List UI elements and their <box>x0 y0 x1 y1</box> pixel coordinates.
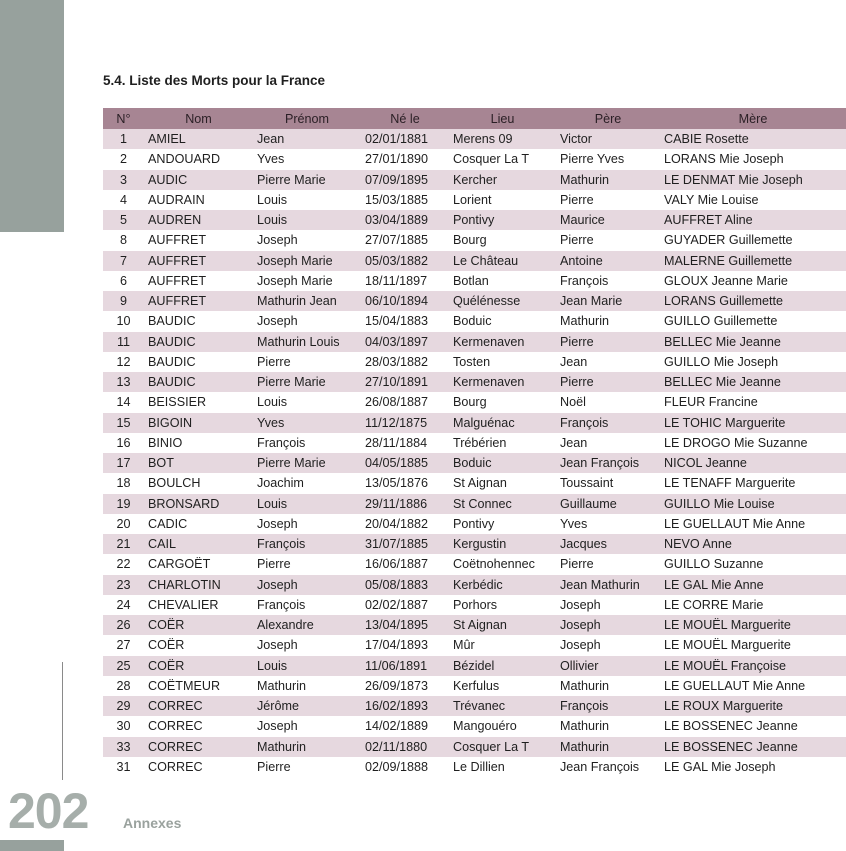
table-cell: 14/02/1889 <box>361 716 449 736</box>
table-cell: CORREC <box>144 696 253 716</box>
table-cell: St Aignan <box>449 615 556 635</box>
table-cell: AUDIC <box>144 170 253 190</box>
table-cell: Ollivier <box>556 656 660 676</box>
table-cell: CHARLOTIN <box>144 575 253 595</box>
table-row <box>103 413 846 433</box>
table-cell: François <box>253 534 361 554</box>
table-cell: 31 <box>103 757 144 777</box>
table-cell: CARGOËT <box>144 554 253 574</box>
table-cell: Yves <box>253 149 361 169</box>
table-cell: BELLEC Mie Jeanne <box>660 332 846 352</box>
page-number: 202 <box>8 783 89 839</box>
table-cell: 17 <box>103 453 144 473</box>
table-cell: Pierre <box>556 372 660 392</box>
table-cell: GUILLO Guillemette <box>660 311 846 331</box>
table-cell: Pierre Yves <box>556 149 660 169</box>
table-cell: Jean Marie <box>556 291 660 311</box>
table-cell: CORREC <box>144 737 253 757</box>
table-cell: BAUDIC <box>144 352 253 372</box>
table-cell: François <box>556 696 660 716</box>
table-cell: Kermenaven <box>449 332 556 352</box>
table-cell: AUDREN <box>144 210 253 230</box>
table-cell: Kermenaven <box>449 372 556 392</box>
table-cell: 27/10/1891 <box>361 372 449 392</box>
table-cell: 15/04/1883 <box>361 311 449 331</box>
table-cell: AUFFRET Aline <box>660 210 846 230</box>
table-cell: 8 <box>103 230 144 250</box>
table-cell: Joseph <box>556 615 660 635</box>
table-cell: 26 <box>103 615 144 635</box>
table-cell: St Aignan <box>449 473 556 493</box>
column-header: N° <box>103 108 144 129</box>
table-cell: 04/03/1897 <box>361 332 449 352</box>
table-cell: Louis <box>253 392 361 412</box>
table-cell: LE TENAFF Marguerite <box>660 473 846 493</box>
table-row <box>103 433 846 453</box>
table-cell: Jérôme <box>253 696 361 716</box>
table-row <box>103 453 846 473</box>
table-cell: Kerbédic <box>449 575 556 595</box>
table-cell: 5 <box>103 210 144 230</box>
table-cell: 14 <box>103 392 144 412</box>
table-cell: 9 <box>103 291 144 311</box>
table-cell: 27/07/1885 <box>361 230 449 250</box>
table-cell: 02/09/1888 <box>361 757 449 777</box>
table-cell: AUFFRET <box>144 271 253 291</box>
table-cell: Joseph <box>556 595 660 615</box>
table-cell: 04/05/1885 <box>361 453 449 473</box>
table-cell: BRONSARD <box>144 494 253 514</box>
column-header: Père <box>556 108 660 129</box>
table-cell: 03/04/1889 <box>361 210 449 230</box>
table-cell: LE GUELLAUT Mie Anne <box>660 676 846 696</box>
table-cell: Cosquer La T <box>449 737 556 757</box>
table-cell: Le Château <box>449 251 556 271</box>
table-cell: Mathurin <box>556 716 660 736</box>
table-cell: Trévanec <box>449 696 556 716</box>
table-cell: BAUDIC <box>144 372 253 392</box>
table-cell: Joseph <box>253 635 361 655</box>
table-cell: Mathurin <box>556 311 660 331</box>
table-cell: Joseph <box>556 635 660 655</box>
table-cell: Cosquer La T <box>449 149 556 169</box>
table-cell: Mathurin Louis <box>253 332 361 352</box>
table-cell: 11/12/1875 <box>361 413 449 433</box>
table-cell: 25 <box>103 656 144 676</box>
table-cell: Mathurin <box>556 737 660 757</box>
table-cell: Tosten <box>449 352 556 372</box>
table-cell: 33 <box>103 737 144 757</box>
table-cell: ANDOUARD <box>144 149 253 169</box>
table-row <box>103 230 846 250</box>
table-cell: LE MOUËL Françoise <box>660 656 846 676</box>
table-cell: LE GAL Mie Anne <box>660 575 846 595</box>
table-cell: COËR <box>144 615 253 635</box>
table-cell: BELLEC Mie Jeanne <box>660 372 846 392</box>
table-cell: Jean François <box>556 757 660 777</box>
table-row <box>103 494 846 514</box>
table-cell: Mathurin <box>556 676 660 696</box>
table-cell: Pierre <box>556 230 660 250</box>
table-cell: 15 <box>103 413 144 433</box>
table-cell: BIGOIN <box>144 413 253 433</box>
bottom-color-stripe <box>0 840 64 851</box>
table-cell: 29/11/1886 <box>361 494 449 514</box>
table-cell: Jean François <box>556 453 660 473</box>
table-cell: 15/03/1885 <box>361 190 449 210</box>
table-cell: VALY Mie Louise <box>660 190 846 210</box>
table-cell: BAUDIC <box>144 311 253 331</box>
table-cell: NICOL Jeanne <box>660 453 846 473</box>
table-cell: CHEVALIER <box>144 595 253 615</box>
table-cell: Boduic <box>449 453 556 473</box>
table-cell: CAIL <box>144 534 253 554</box>
table-cell: AUFFRET <box>144 230 253 250</box>
table-cell: LORANS Mie Joseph <box>660 149 846 169</box>
table-cell: COËR <box>144 656 253 676</box>
table-cell: Joachim <box>253 473 361 493</box>
table-cell: Jean Mathurin <box>556 575 660 595</box>
table-cell: 7 <box>103 251 144 271</box>
table-cell: BAUDIC <box>144 332 253 352</box>
table-cell: 21 <box>103 534 144 554</box>
table-cell: Mathurin Jean <box>253 291 361 311</box>
table-row <box>103 149 846 169</box>
table-cell: Bourg <box>449 230 556 250</box>
table-cell: Bézidel <box>449 656 556 676</box>
table-row <box>103 595 846 615</box>
table-cell: 31/07/1885 <box>361 534 449 554</box>
table-cell: CORREC <box>144 757 253 777</box>
table-cell: Pierre <box>556 190 660 210</box>
table-cell: 10 <box>103 311 144 331</box>
table-cell: Pontivy <box>449 514 556 534</box>
table-cell: Pierre Marie <box>253 372 361 392</box>
table-cell: 27/01/1890 <box>361 149 449 169</box>
table-cell: Joseph Marie <box>253 271 361 291</box>
table-cell: François <box>253 595 361 615</box>
table-cell: NEVO Anne <box>660 534 846 554</box>
table-row <box>103 332 846 352</box>
table-row <box>103 392 846 412</box>
table-cell: 28 <box>103 676 144 696</box>
table-cell: 28/11/1884 <box>361 433 449 453</box>
table-row <box>103 210 846 230</box>
table-cell: Le Dillien <box>449 757 556 777</box>
table-cell: Victor <box>556 129 660 149</box>
table-cell: Jacques <box>556 534 660 554</box>
table-cell: Antoine <box>556 251 660 271</box>
table-row <box>103 656 846 676</box>
table-cell: Kercher <box>449 170 556 190</box>
table-cell: 17/04/1893 <box>361 635 449 655</box>
column-header: Nom <box>144 108 253 129</box>
table-cell: Pierre <box>253 554 361 574</box>
table-cell: 13/04/1895 <box>361 615 449 635</box>
table-cell: 26/09/1873 <box>361 676 449 696</box>
table-cell: Pierre <box>253 757 361 777</box>
table-cell: 23 <box>103 575 144 595</box>
table-cell: 13 <box>103 372 144 392</box>
table-cell: LE DENMAT Mie Joseph <box>660 170 846 190</box>
table-cell: Pontivy <box>449 210 556 230</box>
table-row <box>103 615 846 635</box>
table-row <box>103 372 846 392</box>
table-row <box>103 635 846 655</box>
table-cell: Alexandre <box>253 615 361 635</box>
table-cell: LE GAL Mie Joseph <box>660 757 846 777</box>
table-cell: LE MOUËL Marguerite <box>660 615 846 635</box>
table-cell: 6 <box>103 271 144 291</box>
table-cell: Mangouéro <box>449 716 556 736</box>
table-cell: Mathurin <box>556 170 660 190</box>
table-row <box>103 473 846 493</box>
table-row <box>103 170 846 190</box>
table-cell: 16 <box>103 433 144 453</box>
table-cell: AMIEL <box>144 129 253 149</box>
table-cell: COËTMEUR <box>144 676 253 696</box>
table-cell: Joseph <box>253 514 361 534</box>
table-body <box>103 129 846 777</box>
table-row <box>103 311 846 331</box>
table-cell: 4 <box>103 190 144 210</box>
table-cell: LE MOUËL Marguerite <box>660 635 846 655</box>
table-row <box>103 737 846 757</box>
table-cell: 02/02/1887 <box>361 595 449 615</box>
table-cell: AUFFRET <box>144 291 253 311</box>
table-cell: 26/08/1887 <box>361 392 449 412</box>
table-cell: LE CORRE Marie <box>660 595 846 615</box>
table-cell: GUILLO Suzanne <box>660 554 846 574</box>
table-header-row <box>103 108 846 129</box>
table-row <box>103 676 846 696</box>
table-cell: Joseph Marie <box>253 251 361 271</box>
table-cell: Louis <box>253 656 361 676</box>
table-cell: Toussaint <box>556 473 660 493</box>
table-cell: 28/03/1882 <box>361 352 449 372</box>
table-cell: Pierre <box>556 332 660 352</box>
table-cell: Mathurin <box>253 676 361 696</box>
table-cell: Boduic <box>449 311 556 331</box>
table-cell: 16/06/1887 <box>361 554 449 574</box>
table-cell: François <box>556 413 660 433</box>
table-cell: Joseph <box>253 575 361 595</box>
table-row <box>103 575 846 595</box>
table-row <box>103 716 846 736</box>
table-cell: LORANS Guillemette <box>660 291 846 311</box>
table-cell: AUDRAIN <box>144 190 253 210</box>
table-cell: AUFFRET <box>144 251 253 271</box>
column-header: Prénom <box>253 108 361 129</box>
table-cell: GLOUX Jeanne Marie <box>660 271 846 291</box>
table-row <box>103 352 846 372</box>
table-cell: 12 <box>103 352 144 372</box>
table-cell: Coëtnohennec <box>449 554 556 574</box>
table-cell: BOT <box>144 453 253 473</box>
table-cell: Pierre Marie <box>253 170 361 190</box>
table-cell: GUILLO Mie Louise <box>660 494 846 514</box>
section-title: 5.4. Liste des Morts pour la France <box>103 73 326 88</box>
side-color-bar <box>0 0 64 232</box>
table-row <box>103 534 846 554</box>
table-cell: St Connec <box>449 494 556 514</box>
table-cell: 18/11/1897 <box>361 271 449 291</box>
table-cell: Guillaume <box>556 494 660 514</box>
table-cell: 30 <box>103 716 144 736</box>
table-cell: Botlan <box>449 271 556 291</box>
table-cell: BOULCH <box>144 473 253 493</box>
page-section-label: Annexes <box>123 815 182 831</box>
table-row <box>103 190 846 210</box>
table-cell: Jean <box>556 352 660 372</box>
table-cell: François <box>556 271 660 291</box>
table-cell: Jean <box>253 129 361 149</box>
table-cell: LE ROUX Marguerite <box>660 696 846 716</box>
table-cell: Kergustin <box>449 534 556 554</box>
table-row <box>103 291 846 311</box>
table-cell: Louis <box>253 210 361 230</box>
table-cell: Pierre <box>253 352 361 372</box>
table-cell: 16/02/1893 <box>361 696 449 716</box>
table-row <box>103 696 846 716</box>
deaths-table <box>103 108 846 777</box>
table-cell: LE TOHIC Marguerite <box>660 413 846 433</box>
table-cell: CORREC <box>144 716 253 736</box>
table-cell: Porhors <box>449 595 556 615</box>
table-cell: Quélénesse <box>449 291 556 311</box>
table-cell: FLEUR Francine <box>660 392 846 412</box>
table-cell: 24 <box>103 595 144 615</box>
column-header: Né le <box>361 108 449 129</box>
table-cell: Merens 09 <box>449 129 556 149</box>
table-cell: Malguénac <box>449 413 556 433</box>
table-cell: Lorient <box>449 190 556 210</box>
table-row <box>103 757 846 777</box>
table-cell: 2 <box>103 149 144 169</box>
table-cell: 11 <box>103 332 144 352</box>
table-row <box>103 271 846 291</box>
column-header: Lieu <box>449 108 556 129</box>
table-cell: Kerfulus <box>449 676 556 696</box>
table-cell: 19 <box>103 494 144 514</box>
footer-divider-line <box>62 662 63 780</box>
table-cell: 02/11/1880 <box>361 737 449 757</box>
table-cell: 29 <box>103 696 144 716</box>
table-row <box>103 129 846 149</box>
table-cell: Trébérien <box>449 433 556 453</box>
table-cell: Joseph <box>253 716 361 736</box>
table-cell: COËR <box>144 635 253 655</box>
table-cell: GUYADER Guillemette <box>660 230 846 250</box>
table-cell: 07/09/1895 <box>361 170 449 190</box>
table-cell: Bourg <box>449 392 556 412</box>
column-header: Mère <box>660 108 846 129</box>
table-cell: Pierre Marie <box>253 453 361 473</box>
table-cell: 13/05/1876 <box>361 473 449 493</box>
table-cell: Noël <box>556 392 660 412</box>
table-cell: Joseph <box>253 311 361 331</box>
table-cell: Louis <box>253 190 361 210</box>
table-cell: 22 <box>103 554 144 574</box>
table-cell: BINIO <box>144 433 253 453</box>
table-cell: 05/03/1882 <box>361 251 449 271</box>
table-cell: MALERNE Guillemette <box>660 251 846 271</box>
table-row <box>103 554 846 574</box>
table-cell: 11/06/1891 <box>361 656 449 676</box>
table-cell: 02/01/1881 <box>361 129 449 149</box>
table-cell: LE BOSSENEC Jeanne <box>660 737 846 757</box>
table-cell: 20/04/1882 <box>361 514 449 534</box>
table-cell: François <box>253 433 361 453</box>
table-cell: Joseph <box>253 230 361 250</box>
table-cell: 18 <box>103 473 144 493</box>
table-cell: LE DROGO Mie Suzanne <box>660 433 846 453</box>
table-row <box>103 514 846 534</box>
table-cell: CADIC <box>144 514 253 534</box>
table-cell: Yves <box>253 413 361 433</box>
table-cell: BEISSIER <box>144 392 253 412</box>
table-cell: Pierre <box>556 554 660 574</box>
table-cell: LE GUELLAUT Mie Anne <box>660 514 846 534</box>
table-cell: Yves <box>556 514 660 534</box>
table-cell: 1 <box>103 129 144 149</box>
table-row <box>103 251 846 271</box>
table-cell: Mathurin <box>253 737 361 757</box>
table-cell: CABIE Rosette <box>660 129 846 149</box>
table-cell: Mûr <box>449 635 556 655</box>
table-cell: Louis <box>253 494 361 514</box>
table-cell: 05/08/1883 <box>361 575 449 595</box>
table-cell: LE BOSSENEC Jeanne <box>660 716 846 736</box>
table-cell: Jean <box>556 433 660 453</box>
table-cell: 20 <box>103 514 144 534</box>
table-cell: 06/10/1894 <box>361 291 449 311</box>
table-cell: GUILLO Mie Joseph <box>660 352 846 372</box>
table-cell: Maurice <box>556 210 660 230</box>
table-cell: 3 <box>103 170 144 190</box>
table-cell: 27 <box>103 635 144 655</box>
